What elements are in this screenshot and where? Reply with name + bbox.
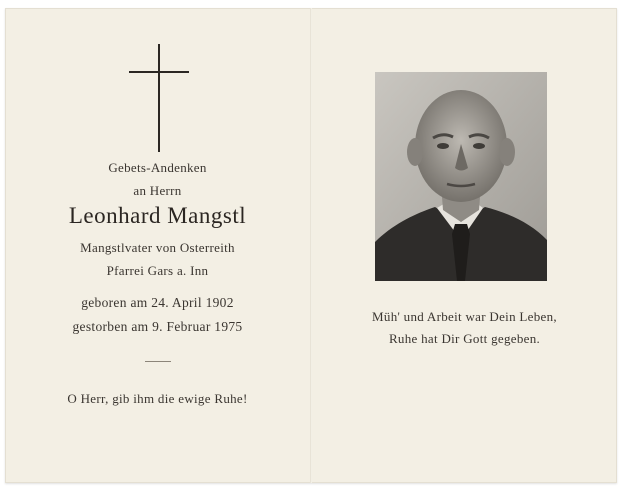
portrait-photo [375, 72, 547, 281]
deceased-name: Leonhard Mangstl [68, 203, 247, 228]
verse-line-2: Ruhe hat Dir Gott gegeben. [388, 331, 541, 346]
death-date: gestorben am 9. Februar 1975 [72, 319, 243, 334]
birth-date: geboren am 24. April 1902 [81, 295, 234, 310]
prayer-line: O Herr, gib ihm die ewige Ruhe! [67, 391, 248, 406]
left-panel [5, 8, 310, 483]
memorial-card [5, 8, 617, 483]
divider [145, 361, 171, 362]
title-line-1: Mangstlvater von Osterreith [80, 240, 235, 255]
verse-line-1: Müh' und Arbeit war Dein Leben, [372, 309, 557, 324]
title-line-2: Pfarrei Gars a. Inn [106, 263, 209, 278]
right-panel [312, 8, 617, 483]
intro-line-1: Gebets-Andenken [108, 160, 207, 175]
intro-line-2: an Herrn [133, 183, 182, 198]
cross-icon [129, 44, 189, 152]
